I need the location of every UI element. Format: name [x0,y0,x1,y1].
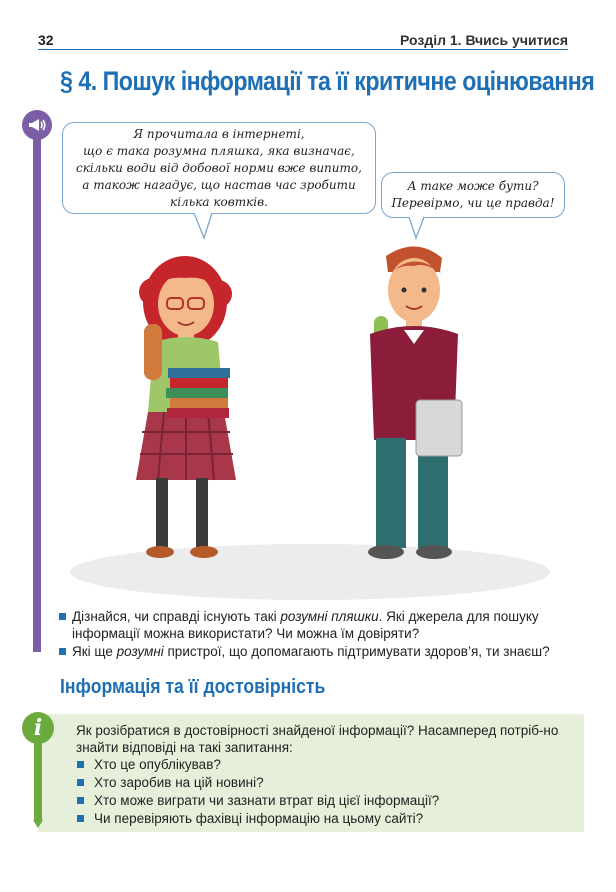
info-icon: i [22,712,54,744]
info-intro: Як розібратися в достовірності знайденої інформації? Насамперед потріб-но знайти відповіді на такі запитання: [76,723,559,755]
info-questions [76,756,576,828]
bubble-line: кілька ковтків. [170,194,268,209]
page-header [38,30,568,50]
bullet-square [77,779,84,786]
section-title: Розділ 1. Вчись учитися [400,32,568,48]
megaphone-icon [22,110,52,140]
list-item: Які ще розумні пристрої, що допомагають підтримувати здоров’я, ти знаєш? [58,643,578,660]
page-title: § 4. Пошук інформації та її критичне оцінювання [60,66,595,96]
bubble-line: Перевірмо, чи це правда! [391,196,555,210]
list-item: Хто це опублікував? [76,756,576,773]
speech-bubble-girl [62,122,376,214]
girl-figure [136,256,236,558]
bullet-square [59,648,66,655]
bullet-square [59,613,66,620]
bubble-line: а також нагадує, що настав час зробити [82,177,356,192]
page-number: 32 [38,32,54,48]
bullet-square [77,761,84,768]
bubble-line: А таке може бути? [407,179,539,193]
side-accent-bar [33,122,41,652]
students-illustration [70,232,570,602]
arrow-down-icon [33,820,43,828]
boy-figure [368,246,462,559]
bubble-line: скільки води від добової норми вже випито, [76,160,362,175]
speech-bubble-boy [381,172,565,218]
list-item: Хто заробив на цій новині? [76,774,576,791]
bubble-line: Я прочитала в інтернеті, [133,126,305,141]
list-item: Чи перевіряють фахівці інформацію на цьому сайті? [76,810,576,827]
bubble-line: що є така розумна пляшка, яка визначає, [83,143,355,158]
bullet-square [77,797,84,804]
list-item: Хто може виграти чи зазнати втрат від цієї інформації? [76,792,576,809]
bullet-square [77,815,84,822]
list-item: Дізнайся, чи справді існують такі розумні пляшки. Які джерела для пошуку інформації можна використати? Чи можна їм довіряти? [58,608,578,642]
question-list [58,608,578,661]
section-heading: Інформація та її достовірність [60,676,326,698]
